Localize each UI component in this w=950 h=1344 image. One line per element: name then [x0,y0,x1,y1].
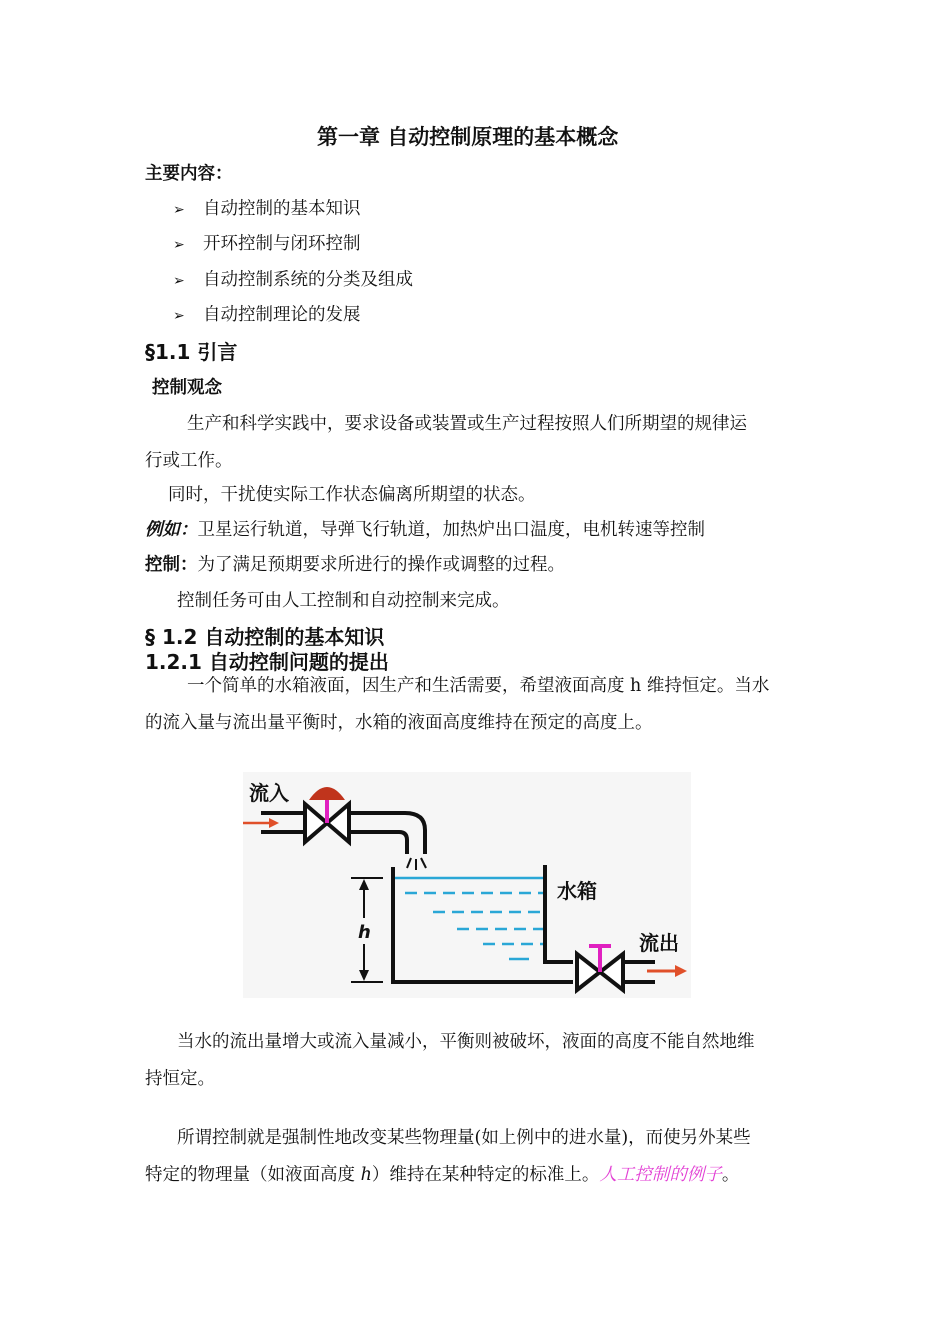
manual-control-example-link[interactable]: 人工控制的例子 [599,1165,722,1185]
height-variable: h [360,1165,372,1185]
control-definition-line [145,557,565,575]
paragraph-line: 同时，干扰使实际工作状态偏离所期望的状态。 [168,485,536,505]
list-item: 自动控制的基本知识 [203,199,361,219]
bullet-arrow-icon: ➢ [173,273,185,289]
outflow-label: 流出 [639,931,679,955]
subheading-1-2-1: 1.2.1 自动控制问题的提出 [145,650,389,674]
paragraph-line: 行或工作。 [145,451,233,471]
paragraph-line: 所谓控制就是强制性地改变某些物理量(如上例中的进水量)，而使另外某些 [177,1128,751,1148]
bullet-arrow-icon: ➢ [173,202,185,218]
tank-label: 水箱 [557,879,597,903]
water-tank-diagram [243,772,691,998]
paragraph-text: 特定的物理量（如液面高度 [145,1165,361,1185]
list-item: 自动控制理论的发展 [203,305,361,325]
section-heading-1-1: §1.1 引言 [145,340,238,364]
bullet-arrow-icon: ➢ [173,308,185,324]
paragraph-line: 生产和科学实践中，要求设备或装置或生产过程按照人们所期望的规律运 [187,414,747,434]
list-item: 自动控制系统的分类及组成 [203,270,413,290]
height-label: h [358,922,371,943]
example-text: 卫星运行轨道，导弹飞行轨道，加热炉出口温度，电机转速等控制 [197,520,705,540]
inflow-label: 流入 [249,781,289,805]
paragraph-text: ）维持在某种特定的标准上。 [371,1165,600,1185]
main-content-heading: 主要内容： [145,164,233,184]
example-line [145,522,705,540]
paragraph-line [145,1167,739,1185]
paragraph-line: 持恒定。 [145,1069,215,1089]
paragraph-line: 当水的流出量增大或流入量减小，平衡则被破坏，液面的高度不能自然地维 [177,1032,755,1052]
control-text: 为了满足预期要求所进行的操作或调整的过程。 [197,555,565,575]
chapter-title: 第一章 自动控制原理的基本概念 [317,125,619,149]
example-label: 例如： [145,520,198,540]
paragraph-line: 控制任务可由人工控制和自动控制来完成。 [177,591,510,611]
paragraph-text: 。 [721,1165,740,1185]
subheading-control-concept: 控制观念 [152,378,222,398]
paragraph-line: 一个简单的水箱液面，因生产和生活需要，希望液面高度 h 维持恒定。当水 [187,676,770,696]
paragraph-line: 的流入量与流出量平衡时，水箱的液面高度维持在预定的高度上。 [145,713,653,733]
list-item: 开环控制与闭环控制 [203,234,361,254]
section-heading-1-2: § 1.2 自动控制的基本知识 [145,625,385,649]
control-label: 控制： [145,555,198,575]
bullet-arrow-icon: ➢ [173,237,185,253]
